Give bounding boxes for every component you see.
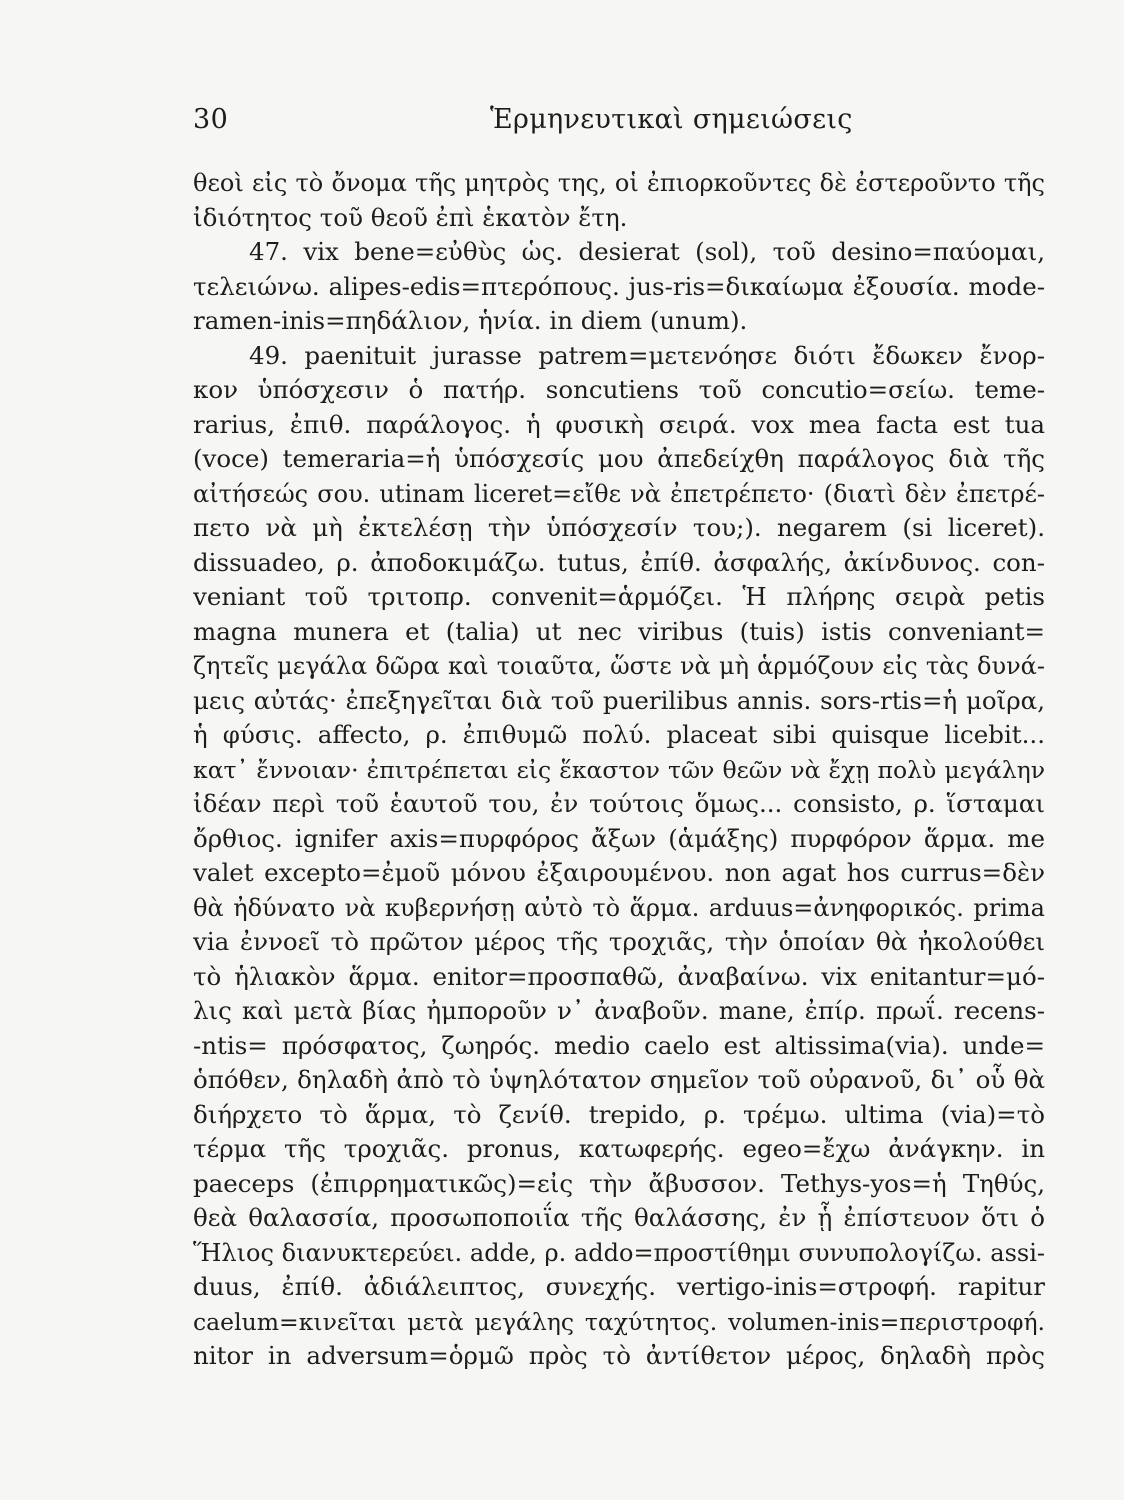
text-line: αἰτήσεώς σου. utinam liceret=εἴθε νὰ ἐπετρέπετο· (διατὶ δὲν ἐπετρέ- [193,479,1045,508]
text-line: magna munera et (talia) ut nec viribus (tuis) istis conveniant= [193,616,1045,646]
text-line: τὸ ἡλιακὸν ἅρμα. enitor=προσπαθῶ, ἀναβαίνω. vix enitantur=μό- [193,961,1045,991]
text-line: ἰδιότητος τοῦ θεοῦ ἐπὶ ἑκατὸν ἔτη. [193,202,628,232]
text-line: ἡ φύσις. affecto, ρ. ἐπιθυμῶ πολύ. placeat sibi quisque licebit... [193,720,1045,749]
text-line: 47. vix bene=εὐθὺς ὡς. desierat (sol), τοῦ desino=παύομαι, [249,237,1045,266]
text-line: ζητεῖς μεγάλα δῶρα καὶ τοιαῦτα, ὥστε νὰ μὴ ἁρμόζουν εἰς τὰς δυνά- [193,652,1045,680]
text-line: κατ᾽ ἔννοιαν· ἐπιτρέπεται εἰς ἕκαστον τῶν θεῶν νὰ ἔχῃ πολὺ μεγάλην [193,755,1045,784]
text-line: -ntis= πρόσφατος, ζωηρός. medio caelo est altissima(via). unde= [193,1030,1045,1060]
body-text [193,166,1045,1374]
text-line: θὰ ἠδύνατο νὰ κυβερνήσῃ αὐτὸ τὸ ἅρμα. arduus=ἀνηφορικός. prima [193,893,1045,922]
text-line: ramen-inis=πηδάλιον, ἡνία. in diem (unum). [193,306,748,335]
text-line: τέρμα τῆς τροχιᾶς. pronus, κατωφερής. egeo=ἔχω ἀνάγκην. in [193,1134,1045,1163]
text-line: caelum=κινεῖται μετὰ μεγάλης ταχύτητος. volumen-inis=περιστροφή. [193,1307,1045,1336]
text-line: κον ὑπόσχεσιν ὁ πατήρ. soncutiens τοῦ concutio=σείω. teme- [193,375,1045,404]
text-line: nitor in adversum=ὁρμῶ πρὸς τὸ ἀντίθετον μέρος, δηλαδὴ πρὸς [193,1341,1045,1370]
text-line: διήρχετο τὸ ἅρμα, τὸ ζενίθ. trepido, ρ. τρέμω. ultima (via)=τὸ [193,1099,1045,1129]
text-line: 49. paenituit jurasse patrem=μετενόησε διότι ἔδωκεν ἔνορ- [249,340,1045,370]
text-line: veniant τοῦ τριτοπρ. convenit=ἁρμόζει. Ἡ πλήρης σειρὰ petis [193,582,1045,611]
text-line: πετο νὰ μὴ ἐκτελέσῃ τὴν ὑπόσχεσίν του;). negarem (si liceret). [193,513,1045,542]
text-line: ὄρθιος. ignifer axis=πυρφόρος ἄξων (ἁμάξης) πυρφόρον ἅρμα. me [193,823,1045,853]
text-line: μεις αὐτάς· ἐπεξηγεῖται διὰ τοῦ puerilibus annis. sors-rtis=ἡ μοῖρα, [193,685,1045,715]
text-line: θεοὶ εἰς τὸ ὄνομα τῆς μητρὸς της, οἱ ἐπιορκοῦντες δὲ ἐστεροῦντο τῆς [193,169,1045,197]
text-line: ὁπόθεν, δηλαδὴ ἀπὸ τὸ ὑψηλότατον σημεῖον τοῦ οὐρανοῦ, δι᾽ οὗ θὰ [193,1065,1045,1094]
text-line: ἰδέαν περὶ τοῦ ἑαυτοῦ του, ἐν τούτοις ὅμως... consisto, ρ. ἵσταμαι [193,789,1045,818]
text-line: via ἐννοεῖ τὸ πρῶτον μέρος τῆς τροχιᾶς, τὴν ὁποίαν θὰ ἠκολούθει [193,927,1045,956]
text-line: Ἥλιος διανυκτερεύει. adde, ρ. addo=προστίθημι συνυπολογίζω. assi- [193,1238,1045,1267]
text-line: λις καὶ μετὰ βίας ἠμποροῦν ν᾽ ἀναβοῦν. mane, ἐπίρ. πρωΐ. recens- [193,996,1045,1025]
page-number: 30 [193,104,229,135]
page-header [193,104,1045,144]
text-line: θεὰ θαλασσία, προσωποποιΐα τῆς θαλάσσης, ἐν ᾗ ἐπίστευον ὅτι ὁ [193,1203,1045,1232]
text-line: paeceps (ἐπιρρηματικῶς)=εἰς τὴν ἄβυσσον. Tethys-yos=ἡ Τηθύς, [193,1168,1045,1198]
text-line: valet excepto=ἐμοῦ μόνου ἐξαιρουμένου. non agat hos currus=δὲν [193,858,1045,887]
running-title: Ἑρμηνευτικαὶ σημειώσεις [490,104,853,135]
text-line: rarius, ἐπιθ. παράλογος. ἡ φυσικὴ σειρά. vox mea facta est tua [193,409,1045,439]
text-line: dissuadeo, ρ. ἀποδοκιμάζω. tutus, ἐπίθ. ἀσφαλής, ἀκίνδυνος. con- [193,547,1045,577]
text-line: (voce) temeraria=ἡ ὑπόσχεσίς μου ἀπεδείχθη παράλογος διὰ τῆς [193,444,1045,473]
text-line: duus, ἐπίθ. ἀδιάλειπτος, συνεχής. vertigo-inis=στροφή. rapitur [193,1272,1045,1301]
text-line: τελειώνω. alipes-edis=πτερόπους. jus-ris=δικαίωμα ἐξουσία. mode- [193,271,1045,301]
